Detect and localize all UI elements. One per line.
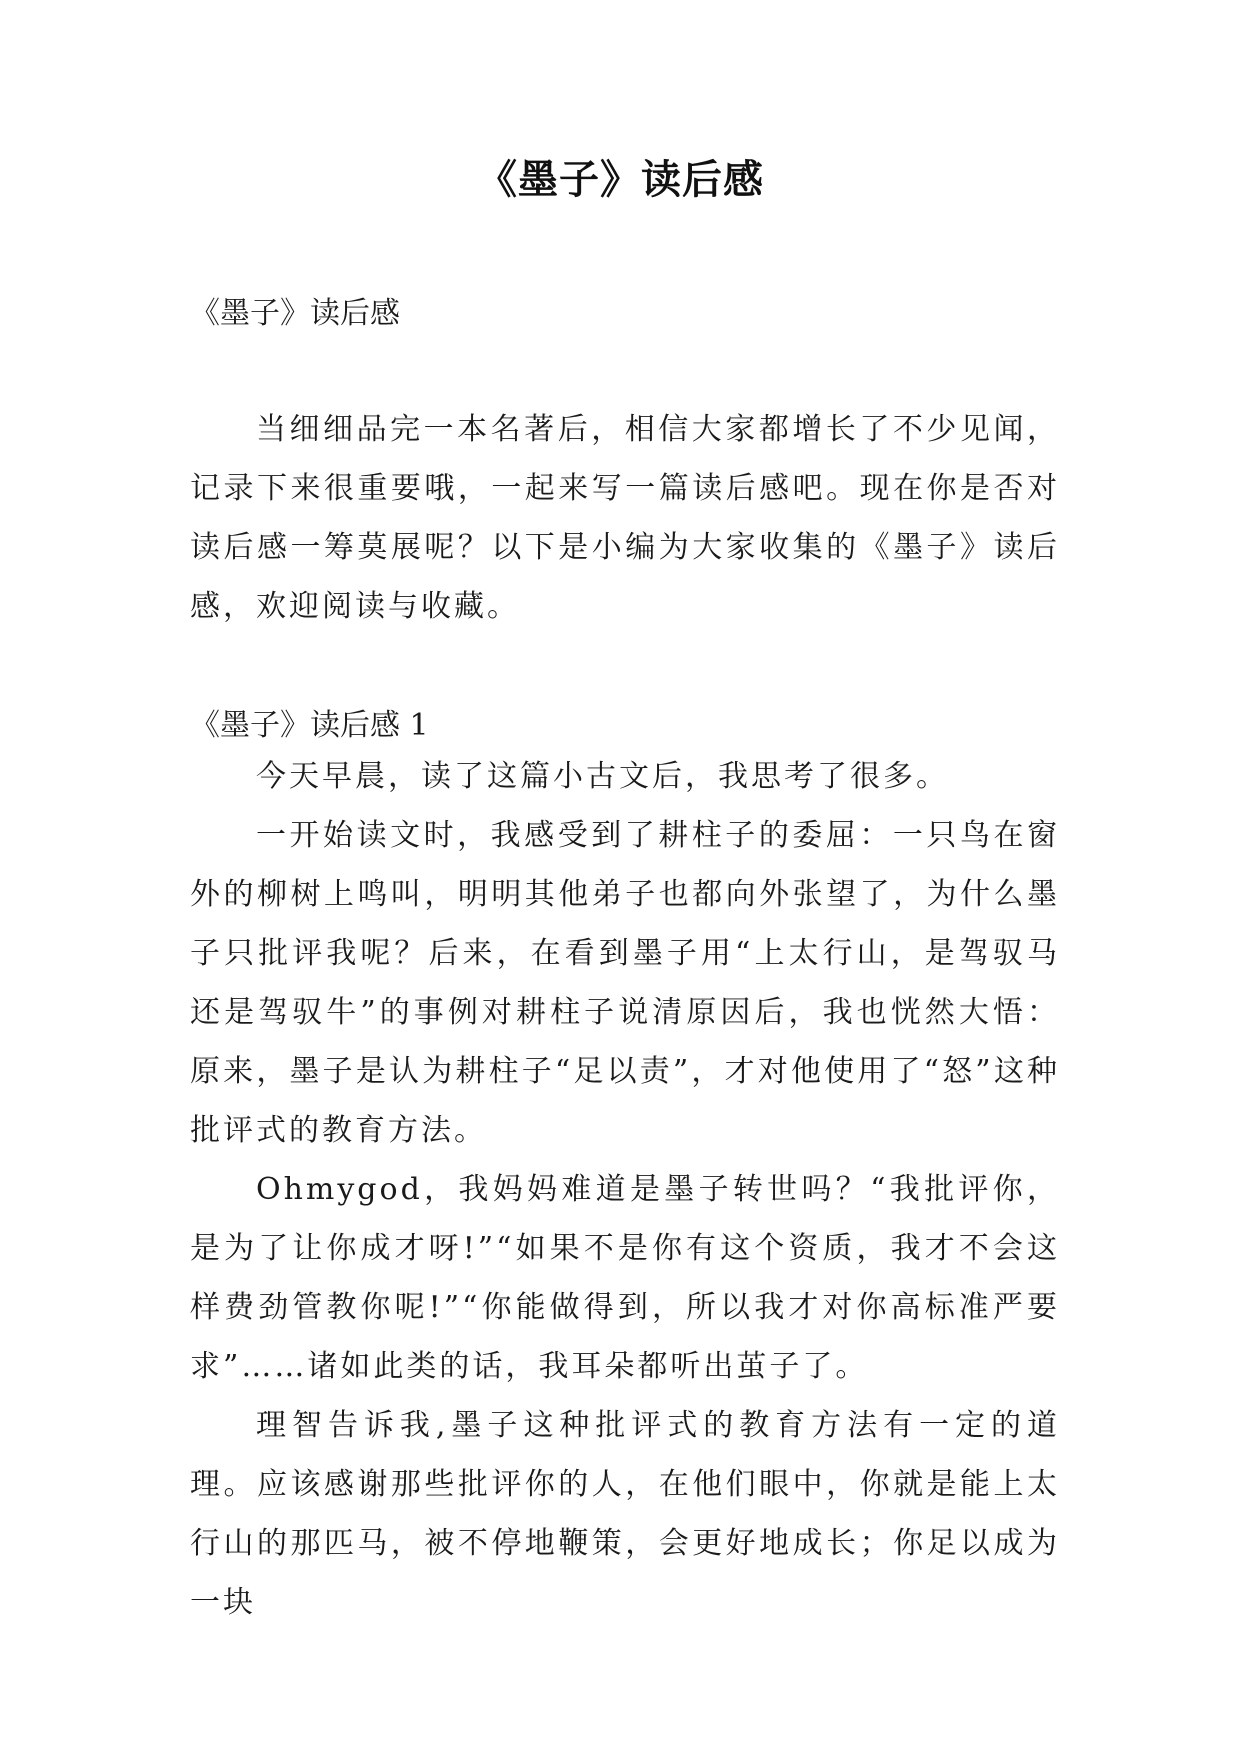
essay-paragraph: 理智告诉我,墨子这种批评式的教育方法有一定的道理。应该感谢那些批评你的人，在他们眼中，你就是能上太行山的那匹马，被不停地鞭策，会更好地成长；你足以成为一块 [190,1408,1060,1620]
essay-paragraph: 今天早晨，读了这篇小古文后，我思考了很多。 [256,759,949,794]
essay-paragraph: 一开始读文时，我感受到了耕柱子的委屈：一只鸟在窗外的柳树上鸣叫，明明其他弟子也都向外张望了，为什么墨子只批评我呢？后来，在看到墨子用“上太行山，是驾驭马还是驾驭牛”的事例对耕柱子说清原因后，我也恍然大悟：原来，墨子是认为耕柱子“足以责”，才对他使用了“怒”这种批评式的教育方法。 [190,818,1060,1148]
section-title: 《墨子》读后感 1 [190,708,429,743]
document-subtitle: 《墨子》读后感 [190,296,400,331]
document-title: 《墨子》读后感 [477,157,764,203]
essay-paragraph: Ohmygod，我妈妈难道是墨子转世吗？“我批评你，是为了让你成才呀!”“如果不是你有这个资质，我才不会这样费劲管教你呢!”“你能做得到，所以我才对你高标准严要求”……诸如此类的话，我耳朵都听出茧子了。 [190,1172,1060,1384]
intro-paragraph: 当细细品完一本名著后，相信大家都增长了不少见闻，记录下来很重要哦，一起来写一篇读后感吧。现在你是否对读后感一筹莫展呢？以下是小编为大家收集的《墨子》读后感，欢迎阅读与收藏。 [190,412,1060,624]
essay-body [190,747,1060,1632]
